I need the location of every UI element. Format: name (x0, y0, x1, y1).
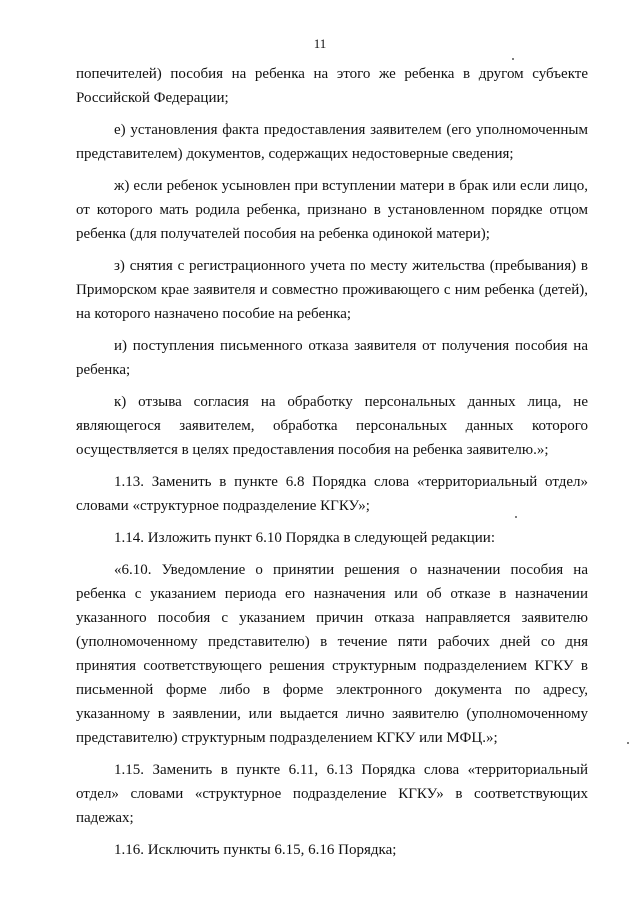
document-body (76, 62, 588, 862)
paragraph-item-z: з) снятия с регистрационного учета по месту жительства (пребывания) в Приморском крае заявителя и совместно проживающего с ним ребенка (детей), на которого назначено пособие на ребенка; (76, 258, 588, 322)
paragraph-clause-6-10: «6.10. Уведомление о принятии решения о назначении пособия на ребенка с указанием периода его назначения или об отказе в назначении указанного пособия с указанием причин отказа направляется заявителю (уполномоченному представителю) в течение пяти рабочих дней со дня принятия соответствующего решения структурным подразделением КГКУ в письменной форме либо в форме электронного документа по адресу, указанному в заявлении, или выдается лично заявителю (уполномоченному представителю) структурным подразделением КГКУ или МФЦ.»; (76, 562, 588, 746)
page-number: 11 (313, 36, 327, 51)
paragraph-clause-1-14: 1.14. Изложить пункт 6.10 Порядка в следующей редакции: (114, 530, 495, 546)
scan-speck (515, 516, 517, 518)
paragraph-clause-1-16: 1.16. Исключить пункты 6.15, 6.16 Порядка; (114, 842, 397, 858)
paragraph-item-k: к) отзыва согласия на обработку персональных данных лица, не являющегося заявителем, обработка персональных данных которого осуществляется в целях предоставления пособия на ребенка заявителю.»; (76, 394, 588, 458)
paragraph-item-zh: ж) если ребенок усыновлен при вступлении матери в брак или если лицо, от которого мать родила ребенка, признано в установленном порядке отцом ребенка (для получателей пособия на ребенка одинокой матери); (76, 178, 588, 242)
paragraph-clause-1-13: 1.13. Заменить в пункте 6.8 Порядка слова «территориальный отдел» словами «структурное подразделение КГКУ»; (76, 474, 588, 514)
paragraph-item-e: е) установления факта предоставления заявителем (его уполномоченным представителем) документов, содержащих недостоверные сведения; (76, 122, 588, 162)
paragraph-item-i: и) поступления письменного отказа заявителя от получения пособия на ребенка; (76, 338, 588, 378)
paragraph-continuation: попечителей) пособия на ребенка на этого же ребенка в другом субъекте Российской Федерации; (76, 66, 588, 106)
scan-speck (627, 742, 629, 744)
paragraph-clause-1-15: 1.15. Заменить в пункте 6.11, 6.13 Порядка слова «территориальный отдел» словами «структурное подразделение КГКУ» в соответствующих падежах; (76, 762, 588, 826)
scan-speck (512, 58, 514, 60)
